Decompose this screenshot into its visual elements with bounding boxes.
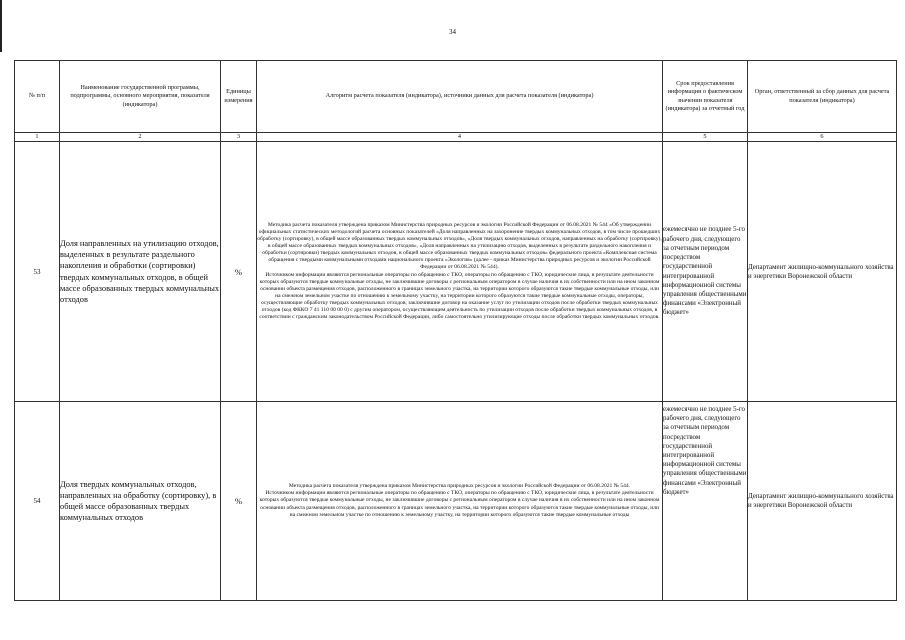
header-col-number: № п/п — [15, 61, 60, 133]
row-number: 54 — [15, 402, 60, 601]
algorithm-paragraph: Методика расчета показателя утверждена приказом Министерства природных ресурсов и экологии Российской Федерации от 06.08.2021 № 544 «Об утверждении официальных статистических методологий расчета основных показателей «Доля направленных на захоронение твердых коммунальных отходов, в том числе прошедших обработку (сортировку), в общей массе образованных твердых коммунальных отходов», «Доля твердых коммунальных отходов, направленных на обработку (сортировку), в общей массе образованных твердых коммунальных отходов», «Доля направленных на утилизацию отходов, выделенных в результате раздельного накопления и обработки (сортировки) твердых коммунальных отходов, в общей массе образованных твердых коммунальных отходов» федерального проекта «Комплексная система обращения с твердыми коммунальными отходами национального проекта «Экология» (далее - приказ Министерства природных ресурсов и экологии Российской Федерации от 06.08.2021 № 544). — [257, 221, 662, 271]
reporting-term: ежемесячно не позднее 5-го рабочего дня, следующего за отчетным периодом посредством государственной интегрированной информационной системы управления общественными финансами «Электронный бюджет» — [663, 142, 748, 402]
algorithm-paragraph: Источником информации являются региональные операторы по обращению с ТКО, операторы по обращению с ТКО, юридические лица, в результате деятельности которых образуются твердые коммунальные отходы, не заключившие договоры с региональным оператором в случае наличия в их собственности или на ином законном основании объекта размещения отходов, расположенного в границах земельного участка, на территории которого образуются такие твердые коммунальные отходы, или на смежном земельном участке по отношению к земельному участку, на территории которого образуются такие твердые коммунальные отходы — [259, 490, 660, 518]
algorithm-paragraph: Источником информации являются региональные операторы по обращению с ТКО, операторы по обращению с ТКО, юридические лица, в результате деятельности которых образуются твердые коммунальные отходы, не заключившие договоры с региональным оператором в случае наличия в их собственности или на ином законном основании объекта размещения отходов, расположенного в границах земельного участка, на территории которого образуются такие твердые коммунальные отходы, или на смежном земельном участке по отношению к земельному участку, на территории которого образуются такие твердые коммунальные отходы, операторы, осуществляющие обработку твердых коммунальных отходов, заключившие договор на оказание услуг по утилизации отходов после обработки твердых коммунальных отходов (код ФККО 7 41 110 00 00 0) с другим оператором, осуществляющим деятельность по утилизации отходов после обработки твердых коммунальных отходов, в соответствии с гражданским законодательством Российской Федерации, либо самостоятельно утилизирующие отходы после обработки твердых коммунальных отходов. — [259, 271, 660, 321]
page-number: 34 — [449, 28, 456, 36]
column-numbers-row — [15, 133, 897, 142]
table-row — [15, 402, 897, 601]
responsible-organization: Департамент жилищно-коммунального хозяйства и энергетики Воронежской области — [748, 142, 897, 402]
calculation-algorithm — [257, 142, 663, 402]
header-col-term: Срок предоставления информации о фактическом значении показателя (индикатора) за отчетный год — [663, 61, 748, 133]
column-number: 6 — [748, 133, 897, 142]
header-col-name: Наименование государственной программы, подпрограммы, основного мероприятия, показателя (индикатора) — [60, 61, 221, 133]
indicators-table — [14, 60, 897, 601]
column-number: 2 — [60, 133, 221, 142]
algorithm-paragraph: Методика расчета показателя утверждена приказом Министерства природных ресурсов и экологии Российской Федерации от 06.08.2021 № 544. — [288, 483, 631, 490]
left-margin-bar — [0, 0, 2, 52]
indicator-name: Доля направленных на утилизацию отходов, выделенных в результате раздельного накопления и обработки (сортировки) твердых коммунальных отходов, в общей массе образованных твердых коммунальных отходов — [60, 142, 221, 402]
column-number: 5 — [663, 133, 748, 142]
header-col-unit: Единицы измерения — [221, 61, 257, 133]
unit-of-measure: % — [221, 142, 257, 402]
table-row — [15, 142, 897, 402]
header-col-org: Орган, ответственный за сбор данных для расчета показателя (индикатора) — [748, 61, 897, 133]
column-number: 4 — [257, 133, 663, 142]
column-number: 1 — [15, 133, 60, 142]
unit-of-measure: % — [221, 402, 257, 601]
reporting-term: ежемесячно не позднее 5-го рабочего дня, следующего за отчетным периодом посредством государственной интегрированной информационной системы управления общественными финансами «Электронный бюджет» — [663, 402, 748, 601]
row-number: 53 — [15, 142, 60, 402]
table-header-row — [15, 61, 897, 133]
column-number: 3 — [221, 133, 257, 142]
calculation-algorithm — [257, 402, 663, 601]
header-col-algorithm: Алгоритм расчета показателя (индикатора), источники данных для расчета показателя (индикатора) — [257, 61, 663, 133]
indicator-name: Доля твердых коммунальных отходов, направленных на обработку (сортировку), в общей массе образованных твердых коммунальных отходов — [60, 402, 221, 601]
responsible-organization: Департамент жилищно-коммунального хозяйства и энергетики Воронежской области — [748, 402, 897, 601]
